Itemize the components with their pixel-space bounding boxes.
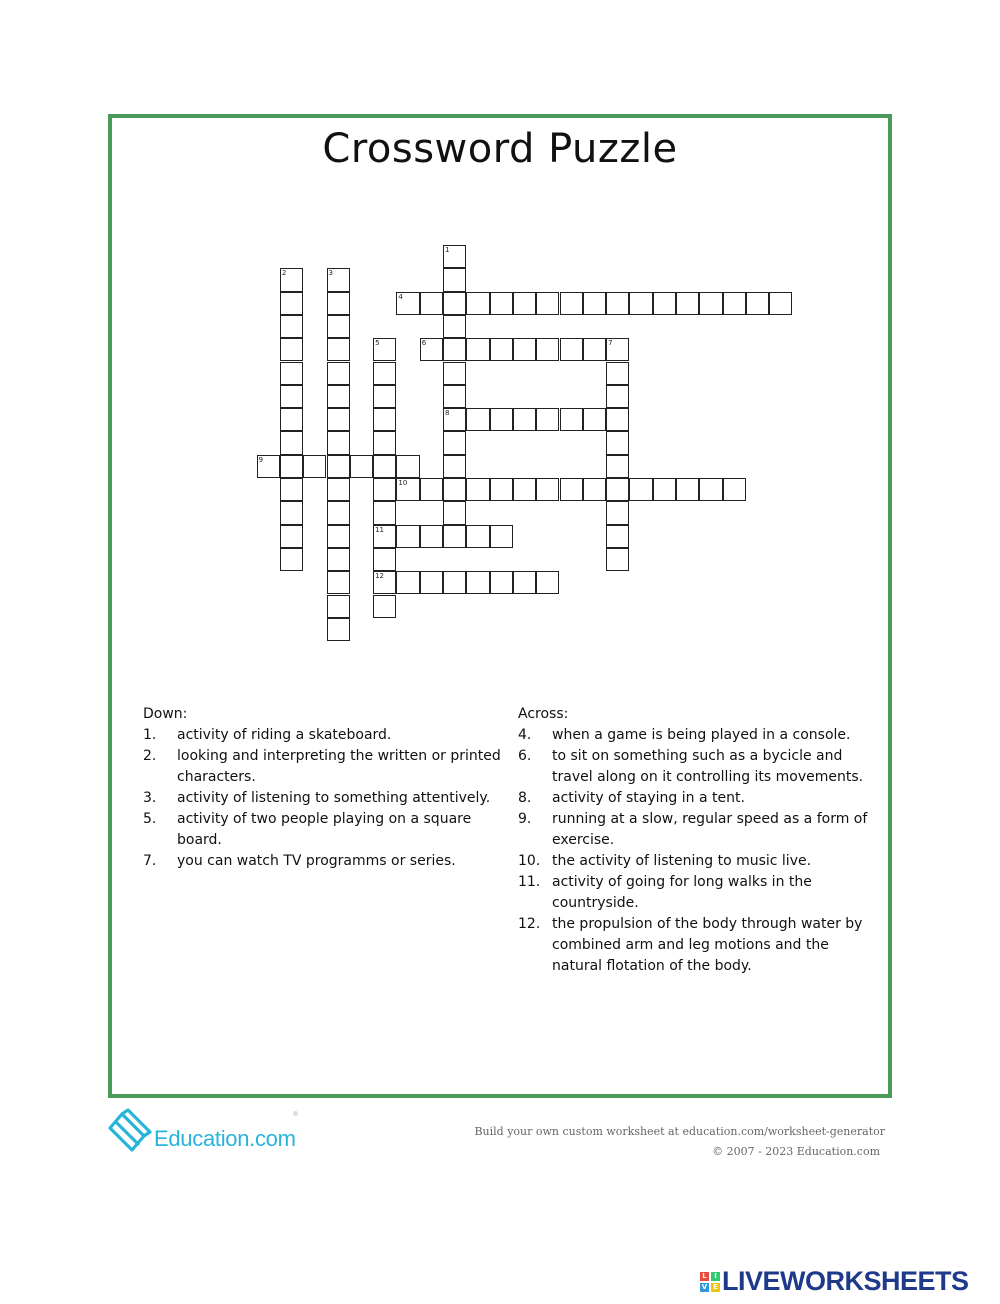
crossword-cell[interactable] <box>606 408 629 431</box>
crossword-cell[interactable] <box>443 478 466 501</box>
clue-number-label: 11 <box>375 525 385 534</box>
crossword-cell[interactable] <box>443 268 466 291</box>
crossword-cell[interactable] <box>443 245 466 268</box>
clue-number-label: 12 <box>375 572 385 581</box>
crossword-cell[interactable] <box>396 525 419 548</box>
crossword-cell[interactable] <box>699 292 722 315</box>
crossword-cell[interactable] <box>560 408 583 431</box>
crossword-cell[interactable] <box>327 315 350 338</box>
crossword-cell[interactable] <box>396 292 419 315</box>
badge-letter-l: L <box>700 1272 709 1281</box>
crossword-cell[interactable] <box>443 455 466 478</box>
across-clue <box>518 914 870 977</box>
across-clue <box>518 746 870 788</box>
down-clue <box>143 725 503 746</box>
crossword-cell[interactable] <box>466 571 489 594</box>
crossword-cell[interactable] <box>280 501 303 524</box>
clue-text: looking and interpreting the written or printed characters. <box>177 748 501 785</box>
down-clue <box>143 809 503 851</box>
clue-number-label: 2 <box>281 269 287 278</box>
crossword-cell[interactable] <box>373 478 396 501</box>
crossword-cell[interactable] <box>327 571 350 594</box>
crossword-cell[interactable] <box>606 431 629 454</box>
crossword-cell[interactable] <box>443 292 466 315</box>
down-heading: Down: <box>143 706 188 722</box>
across-clue-list <box>518 725 870 977</box>
crossword-cell[interactable] <box>327 525 350 548</box>
crossword-cell[interactable] <box>699 478 722 501</box>
clue-text: the propulsion of the body through water by combined arm and leg motions and the natural flotation of the body. <box>552 916 863 974</box>
crossword-cell[interactable] <box>769 292 792 315</box>
crossword-cell[interactable] <box>606 385 629 408</box>
down-clue <box>143 788 503 809</box>
crossword-cell[interactable] <box>327 501 350 524</box>
crossword-cell[interactable] <box>606 362 629 385</box>
crossword-cell[interactable] <box>373 385 396 408</box>
clue-text: activity of staying in a tent. <box>552 790 745 806</box>
crossword-cell[interactable] <box>443 362 466 385</box>
worksheet-generator-note: Build your own custom worksheet at education.com/worksheet-generator <box>474 1125 885 1138</box>
clue-text: to sit on something such as a bycicle and travel along on it controlling its movements. <box>552 748 864 785</box>
crossword-cell[interactable] <box>560 338 583 361</box>
crossword-cell[interactable] <box>280 408 303 431</box>
clue-number: 5. <box>143 811 157 827</box>
clue-number: 10. <box>518 853 541 869</box>
across-clues <box>518 704 870 977</box>
down-clue-list <box>143 725 503 872</box>
crossword-cell[interactable] <box>327 292 350 315</box>
crossword-cell[interactable] <box>606 525 629 548</box>
crossword-cell[interactable] <box>443 571 466 594</box>
crossword-cell[interactable] <box>560 478 583 501</box>
across-clue <box>518 725 870 746</box>
crossword-cell[interactable] <box>490 292 513 315</box>
crossword-cell[interactable] <box>490 571 513 594</box>
clue-number-label: 8 <box>445 409 450 418</box>
clue-number: 8. <box>518 790 532 806</box>
crossword-cell[interactable] <box>373 362 396 385</box>
crossword-cell[interactable] <box>373 501 396 524</box>
copyright: © 2007 - 2023 Education.com <box>712 1145 880 1158</box>
crossword-cell[interactable] <box>327 478 350 501</box>
clue-text: activity of riding a skateboard. <box>177 727 392 743</box>
crossword-cell[interactable] <box>606 478 629 501</box>
across-heading: Across: <box>518 706 569 722</box>
crossword-cell[interactable] <box>490 408 513 431</box>
clue-text: when a game is being played in a console. <box>552 727 851 743</box>
crossword-cell[interactable] <box>513 408 536 431</box>
crossword-cell[interactable] <box>443 408 466 431</box>
crossword-cell[interactable] <box>303 455 326 478</box>
page-title: Crossword Puzzle <box>322 126 678 172</box>
clue-number-label: 1 <box>445 246 450 254</box>
down-clue <box>143 851 503 872</box>
crossword-cell[interactable] <box>420 478 443 501</box>
clue-number: 6. <box>518 748 532 764</box>
crossword-cell[interactable] <box>280 338 303 361</box>
crossword-cell[interactable] <box>560 292 583 315</box>
clue-number: 11. <box>518 874 541 890</box>
crossword-cell[interactable] <box>280 362 303 385</box>
crossword-cell[interactable] <box>583 408 606 431</box>
crossword-cell[interactable] <box>606 548 629 571</box>
crossword-cell[interactable] <box>536 571 559 594</box>
clue-number: 9. <box>518 811 532 827</box>
crossword-cell[interactable] <box>373 431 396 454</box>
crossword-cell[interactable] <box>396 455 419 478</box>
clue-number: 7. <box>143 853 157 869</box>
crossword-cell[interactable] <box>280 548 303 571</box>
crossword-cell[interactable] <box>327 548 350 571</box>
crossword-cell[interactable] <box>443 315 466 338</box>
crossword-cell[interactable] <box>396 478 419 501</box>
crossword-cell[interactable] <box>536 408 559 431</box>
down-clue <box>143 746 503 788</box>
across-clue <box>518 851 870 872</box>
crossword-cell[interactable] <box>373 595 396 618</box>
crossword-cell[interactable] <box>280 431 303 454</box>
crossword-cell[interactable] <box>629 478 652 501</box>
education-logo-text[interactable]: Education.com <box>154 1126 296 1151</box>
crossword-cell[interactable] <box>606 338 629 361</box>
crossword-cell[interactable] <box>466 478 489 501</box>
crossword-cell[interactable] <box>653 478 676 501</box>
crossword-cell[interactable] <box>536 478 559 501</box>
clue-number-label: 5 <box>375 339 380 348</box>
crossword-cell[interactable] <box>490 338 513 361</box>
across-clue <box>518 788 870 809</box>
crossword-cell[interactable] <box>327 362 350 385</box>
crossword-cell[interactable] <box>327 385 350 408</box>
crossword-cell[interactable] <box>280 268 303 291</box>
crossword-cell[interactable] <box>629 292 652 315</box>
crossword-cell[interactable] <box>420 571 443 594</box>
clue-text: activity of listening to something attentively. <box>177 790 491 806</box>
badge-letter-e: E <box>711 1283 720 1292</box>
crossword-cell[interactable] <box>513 571 536 594</box>
clue-text: activity of two people playing on a square board. <box>177 811 472 848</box>
down-clues <box>143 704 503 872</box>
clue-number: 4. <box>518 727 532 743</box>
clue-text: the activity of listening to music live. <box>552 853 812 869</box>
crossword-cell[interactable] <box>280 315 303 338</box>
crossword-cell[interactable] <box>443 385 466 408</box>
crossword-cell[interactable] <box>606 292 629 315</box>
crossword-cell[interactable] <box>723 292 746 315</box>
crossword-cell[interactable] <box>327 338 350 361</box>
crossword-cell[interactable] <box>257 455 280 478</box>
crossword-cell[interactable] <box>420 525 443 548</box>
crossword-cell[interactable] <box>466 525 489 548</box>
across-clue <box>518 872 870 914</box>
clue-text: activity of going for long walks in the countryside. <box>552 874 812 911</box>
crossword-cell[interactable] <box>443 338 466 361</box>
crossword-cell[interactable] <box>327 455 350 478</box>
clue-number-label: 6 <box>421 339 427 348</box>
clue-text: running at a slow, regular speed as a form of exercise. <box>552 811 868 848</box>
crossword-cell[interactable] <box>327 268 350 291</box>
clue-number-label: 4 <box>398 292 403 301</box>
crossword-cell[interactable] <box>373 338 396 361</box>
crossword-cell[interactable] <box>280 292 303 315</box>
clue-number: 12. <box>518 916 541 932</box>
crossword-cell[interactable] <box>513 338 536 361</box>
crossword-cell[interactable] <box>396 571 419 594</box>
crossword-cell[interactable] <box>327 618 350 641</box>
crossword-cell[interactable] <box>466 408 489 431</box>
crossword-cell[interactable] <box>280 478 303 501</box>
crossword-cell[interactable] <box>443 525 466 548</box>
crossword-cell[interactable] <box>606 455 629 478</box>
crossword-cell[interactable] <box>373 525 396 548</box>
liveworksheets-watermark[interactable]: LIVEWORKSHEETS <box>722 1266 969 1296</box>
clue-number-label: 7 <box>608 339 613 348</box>
crossword-cell[interactable] <box>466 292 489 315</box>
crossword-cell[interactable] <box>676 478 699 501</box>
clue-number-label: 10 <box>398 479 408 487</box>
clue-number-label: 3 <box>328 269 333 278</box>
crossword-cell[interactable] <box>490 525 513 548</box>
crossword-cell[interactable] <box>327 595 350 618</box>
crossword-cell[interactable] <box>490 478 513 501</box>
crossword-cell[interactable] <box>280 525 303 548</box>
crossword-cell[interactable] <box>583 338 606 361</box>
clue-text: you can watch TV programms or series. <box>177 853 456 869</box>
crossword-cell[interactable] <box>536 338 559 361</box>
crossword-cell[interactable] <box>606 501 629 524</box>
clue-number-label: 9 <box>258 455 264 464</box>
crossword-cell[interactable] <box>373 571 396 594</box>
crossword-cell[interactable] <box>280 385 303 408</box>
crossword-cell[interactable] <box>536 292 559 315</box>
crossword-cell[interactable] <box>373 455 396 478</box>
crossword-cell[interactable] <box>280 455 303 478</box>
crossword-cell[interactable] <box>350 455 373 478</box>
crossword-cell[interactable] <box>676 292 699 315</box>
crossword-cell[interactable] <box>513 478 536 501</box>
crossword-cell[interactable] <box>443 501 466 524</box>
crossword-cell[interactable] <box>583 292 606 315</box>
crossword-cell[interactable] <box>583 478 606 501</box>
crossword-cell[interactable] <box>373 408 396 431</box>
crossword-cell[interactable] <box>327 408 350 431</box>
across-clue <box>518 809 870 851</box>
crossword-cell[interactable] <box>723 478 746 501</box>
badge-letter-i: I <box>711 1272 720 1281</box>
badge-letter-v: V <box>701 1283 708 1291</box>
crossword-cell[interactable] <box>653 292 676 315</box>
crossword-cell[interactable] <box>746 292 769 315</box>
clue-number: 1. <box>143 727 157 743</box>
crossword-cell[interactable] <box>327 431 350 454</box>
crossword-cell[interactable] <box>513 292 536 315</box>
crossword-cell[interactable] <box>466 338 489 361</box>
crossword-cell[interactable] <box>373 548 396 571</box>
crossword-cell[interactable] <box>443 431 466 454</box>
decorative-dot <box>293 1111 298 1116</box>
clue-number: 2. <box>143 748 157 764</box>
crossword-cell[interactable] <box>420 292 443 315</box>
clue-number: 3. <box>143 790 157 806</box>
crossword-cell[interactable] <box>420 338 443 361</box>
